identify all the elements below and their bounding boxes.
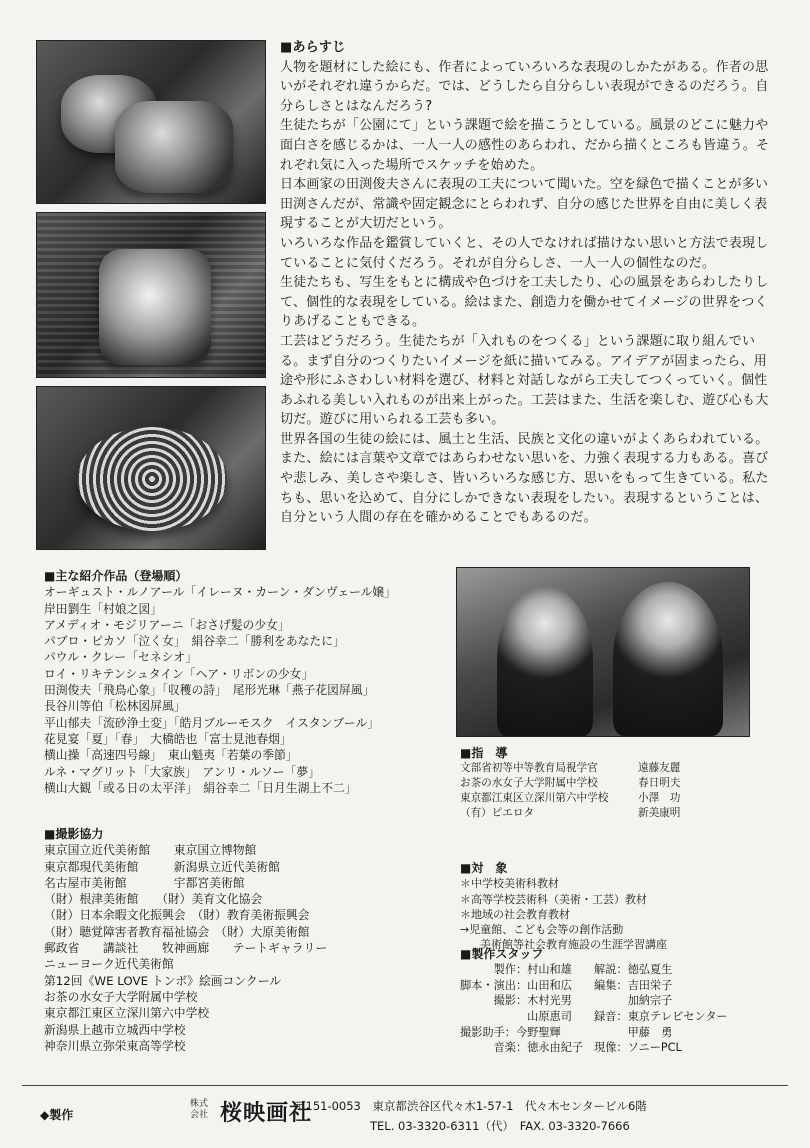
production-label: ◆製作 <box>40 1108 74 1122</box>
photo-flower-box <box>36 212 266 378</box>
staff-left: 製作：村山和雄 <box>460 963 572 977</box>
company-address: 〒151-0053 東京都渋谷区代々木1-57-1 代々木センタービル6階 <box>294 1099 647 1113</box>
staff-left: 脚本・演出：山田和広 <box>460 978 572 992</box>
works-line: 横山操「高速四号線」 東山魁夷「若葉の季節」 <box>44 748 298 763</box>
credits-line: （財）聴覚障害者教育福祉協会 （財）大原美術館 <box>44 924 310 939</box>
target-line: 美術館等社会教育施設の生涯学習講座 <box>480 938 667 952</box>
credits-line: （財）根津美術館 （財）美育文化協会 <box>44 892 263 907</box>
credits-list <box>44 826 454 1054</box>
works-line: ロイ・リキテンシュタイン「ヘア・リボンの少女」 <box>44 666 314 681</box>
guidance-name: 春日明夫 <box>638 777 681 790</box>
synopsis-paragraph: 人物を題材にした絵にも、作者によっていろいろな表現のしかたがある。作者の思いがそれぞれ違うからだ。では、どうしたら自分らしい表現ができるのだろう。自分らしさとはなんだろう? <box>280 59 769 114</box>
works-line: 花見宴「夏」「春」 大橋皓也「富士見池春烟」 <box>44 731 292 746</box>
works-line: 田渕俊夫「飛鳥心象」「収穫の詩」 尾形光琳「燕子花図屏風」 <box>44 683 375 698</box>
photo-ceramic-cups <box>36 40 266 204</box>
works-list <box>44 568 454 796</box>
target-line: ＊高等学校芸術科（美術・工芸）教材 <box>460 892 647 906</box>
footer-divider <box>22 1085 788 1086</box>
guidance-section <box>460 745 780 820</box>
company-phone: TEL. 03-3320-6311（代） FAX. 03-3320-7666 <box>370 1119 630 1133</box>
guidance-org: （有）ピエロタ <box>460 806 535 819</box>
credits-line: 東京都現代美術館 新潟県立近代美術館 <box>44 859 280 874</box>
staff-left: 山原恵司 <box>460 1010 572 1024</box>
credits-line: 東京国立近代美術館 東京国立博物館 <box>44 843 257 858</box>
target-section <box>460 860 780 952</box>
guidance-row <box>460 791 780 806</box>
guidance-row <box>460 761 780 776</box>
credits-line: 郵政省 講談社 牧神画廊 テートギャラリー <box>44 941 328 956</box>
credits-line: （財）日本余暇文化振興会 （財）教育美術振興会 <box>44 908 310 923</box>
target-line: ＊地域の社会教育教材 <box>460 907 570 921</box>
staff-left: 撮影助手：今野聖輝 <box>460 1025 561 1039</box>
staff-row <box>460 1025 780 1041</box>
works-line: 長谷川等伯「松林図屏風」 <box>44 699 186 714</box>
staff-row <box>460 962 780 978</box>
synopsis-heading: ■あらすじ <box>280 40 346 55</box>
photo-woven-basket <box>36 386 266 550</box>
works-line: 横山大観「或る日の太平洋」 絹谷幸二「日月生湖上不二」 <box>44 780 357 795</box>
works-line: 岸田劉生「村娘之図」 <box>44 601 162 616</box>
works-line: アメディオ・モジリアーニ「おさげ髪の少女」 <box>44 617 290 632</box>
credits-line: お茶の水女子大学附属中学校 <box>44 989 198 1004</box>
credits-line: 名古屋市美術館 宇都宮美術館 <box>44 875 245 890</box>
footer <box>40 1094 790 1138</box>
staff-right: 加納宗子 <box>594 994 673 1008</box>
credits-line: ニューヨーク近代美術館 <box>44 957 174 972</box>
staff-right: 編集：吉田栄子 <box>594 978 673 992</box>
staff-left: 撮影：木村光男 <box>460 994 572 1008</box>
company-type: 株式会社 <box>190 1099 209 1120</box>
synopsis-paragraph: いろいろな作品を鑑賞していくと、その人でなければ描けない思いと方法で表現していることに気付くだろう。それが自分らしさ、一人一人の個性なのだ。 <box>280 235 769 271</box>
staff-row <box>460 993 780 1009</box>
staff-row <box>460 1009 780 1025</box>
staff-left: 音楽：徳永由紀子 <box>460 1041 584 1055</box>
guidance-name: 遠藤友麗 <box>638 762 681 775</box>
guidance-org: 文部省初等中等教育局視学官 <box>460 762 598 775</box>
company-name: 桜映画社 <box>220 1101 313 1126</box>
staff-right: 録音：東京テレビセンター <box>594 1010 728 1024</box>
target-heading: ■対 象 <box>460 861 508 875</box>
guidance-name: 小澤 功 <box>638 791 681 804</box>
guidance-org: お茶の水女子大学附属中学校 <box>460 777 598 790</box>
target-line: ＊中学校美術科教材 <box>460 877 559 891</box>
credits-line: 神奈川県立弥栄東高等学校 <box>44 1038 186 1053</box>
guidance-row <box>460 776 780 791</box>
works-line: 平山郁夫「流砂浄土変」「皓月ブルーモスク イスタンブール」 <box>44 715 380 730</box>
photo-students-crafting <box>456 567 750 737</box>
works-line: パブロ・ピカソ「泣く女」 絹谷幸二「勝利をあなたに」 <box>44 634 345 649</box>
guidance-heading: ■指 導 <box>460 746 508 760</box>
synopsis-paragraph: 生徒たちが「公園にて」という課題で絵を描こうとしている。風景のどこに魅力や面白さを感じるかは、一人一人の感性のあらわれ、だから描くところも皆違う。それぞれ気に入った場所でスケッチを始めた。 <box>280 118 770 173</box>
staff-right: 解説：徳弘夏生 <box>594 963 673 977</box>
works-line: ルネ・マグリット「大家族」 アンリ・ルソー「夢」 <box>44 764 320 779</box>
staff-right: 現像：ソニーPCL <box>594 1041 682 1055</box>
works-line: パウル・クレー「セネシオ」 <box>44 650 198 665</box>
synopsis-paragraph: 世界各国の生徒の絵には、風土と生活、民族と文化の違いがよくあらわれている。また、絵には言葉や文章ではあらわせない思いを、力強く表現する力もある。喜びや悲しみ、美しさや楽しさ、皆いろいろな感じ方、思いをもって生きている。私たちも、思いを込めて、自分にしかできない表現をしたい。表現するということは、自分という人間の存在を確かめることでもあるのだ。 <box>280 431 769 526</box>
credits-heading: ■撮影協力 <box>44 827 104 841</box>
staff-section <box>460 946 780 1056</box>
guidance-row <box>460 806 780 821</box>
guidance-org: 東京都江東区立深川第六中学校 <box>460 791 609 804</box>
staff-right: 甲藤 勇 <box>594 1025 673 1039</box>
staff-heading: ■製作スタッフ <box>460 947 544 961</box>
synopsis-paragraph: 日本画家の田渕俊夫さんに表現の工夫について聞いた。空を緑色で描くことが多い田渕さんだが、常識や固定観念にとらわれず、自分の感じた世界を自由に美しく表現することが大切だという。 <box>280 177 769 232</box>
staff-row <box>460 1040 780 1056</box>
synopsis-paragraph: 工芸はどうだろう。生徒たちが「入れものをつくる」という課題に取り組んでいる。まず自分のつくりたいイメージを紙に描いてみる。アイデアが固まったら、用途や形にふさわしい材料を選び、材料と対話しながら工夫してつくっていく。個性あふれる美しい入れものが出来上がった。工芸はまた、生活を楽しむ、遊び心も大切だ。遊びに用いられる工芸も多い。 <box>280 333 769 428</box>
credits-line: 新潟県上越市立城西中学校 <box>44 1022 186 1037</box>
target-line: →児童館、こども会等の創作活動 <box>460 922 624 936</box>
staff-row <box>460 978 780 994</box>
synopsis-section <box>280 38 776 528</box>
works-line: オーギュスト・ルノアール「イレーヌ・カーン・ダンヴェール嬢」 <box>44 585 397 600</box>
guidance-name: 新美康明 <box>638 806 681 819</box>
works-heading: ■主な紹介作品（登場順） <box>44 569 188 583</box>
synopsis-paragraph: 生徒たちも、写生をもとに構成や色づけを工夫したり、心の風景をあらわしたりして、個性的な表現をしている。絵はまた、創造力を働かせてイメージの世界をつくりあげることもできる。 <box>280 275 769 330</box>
credits-line: 第12回《WE LOVE トンボ》絵画コンクール <box>44 973 282 988</box>
credits-line: 東京都江東区立深川第六中学校 <box>44 1006 210 1021</box>
